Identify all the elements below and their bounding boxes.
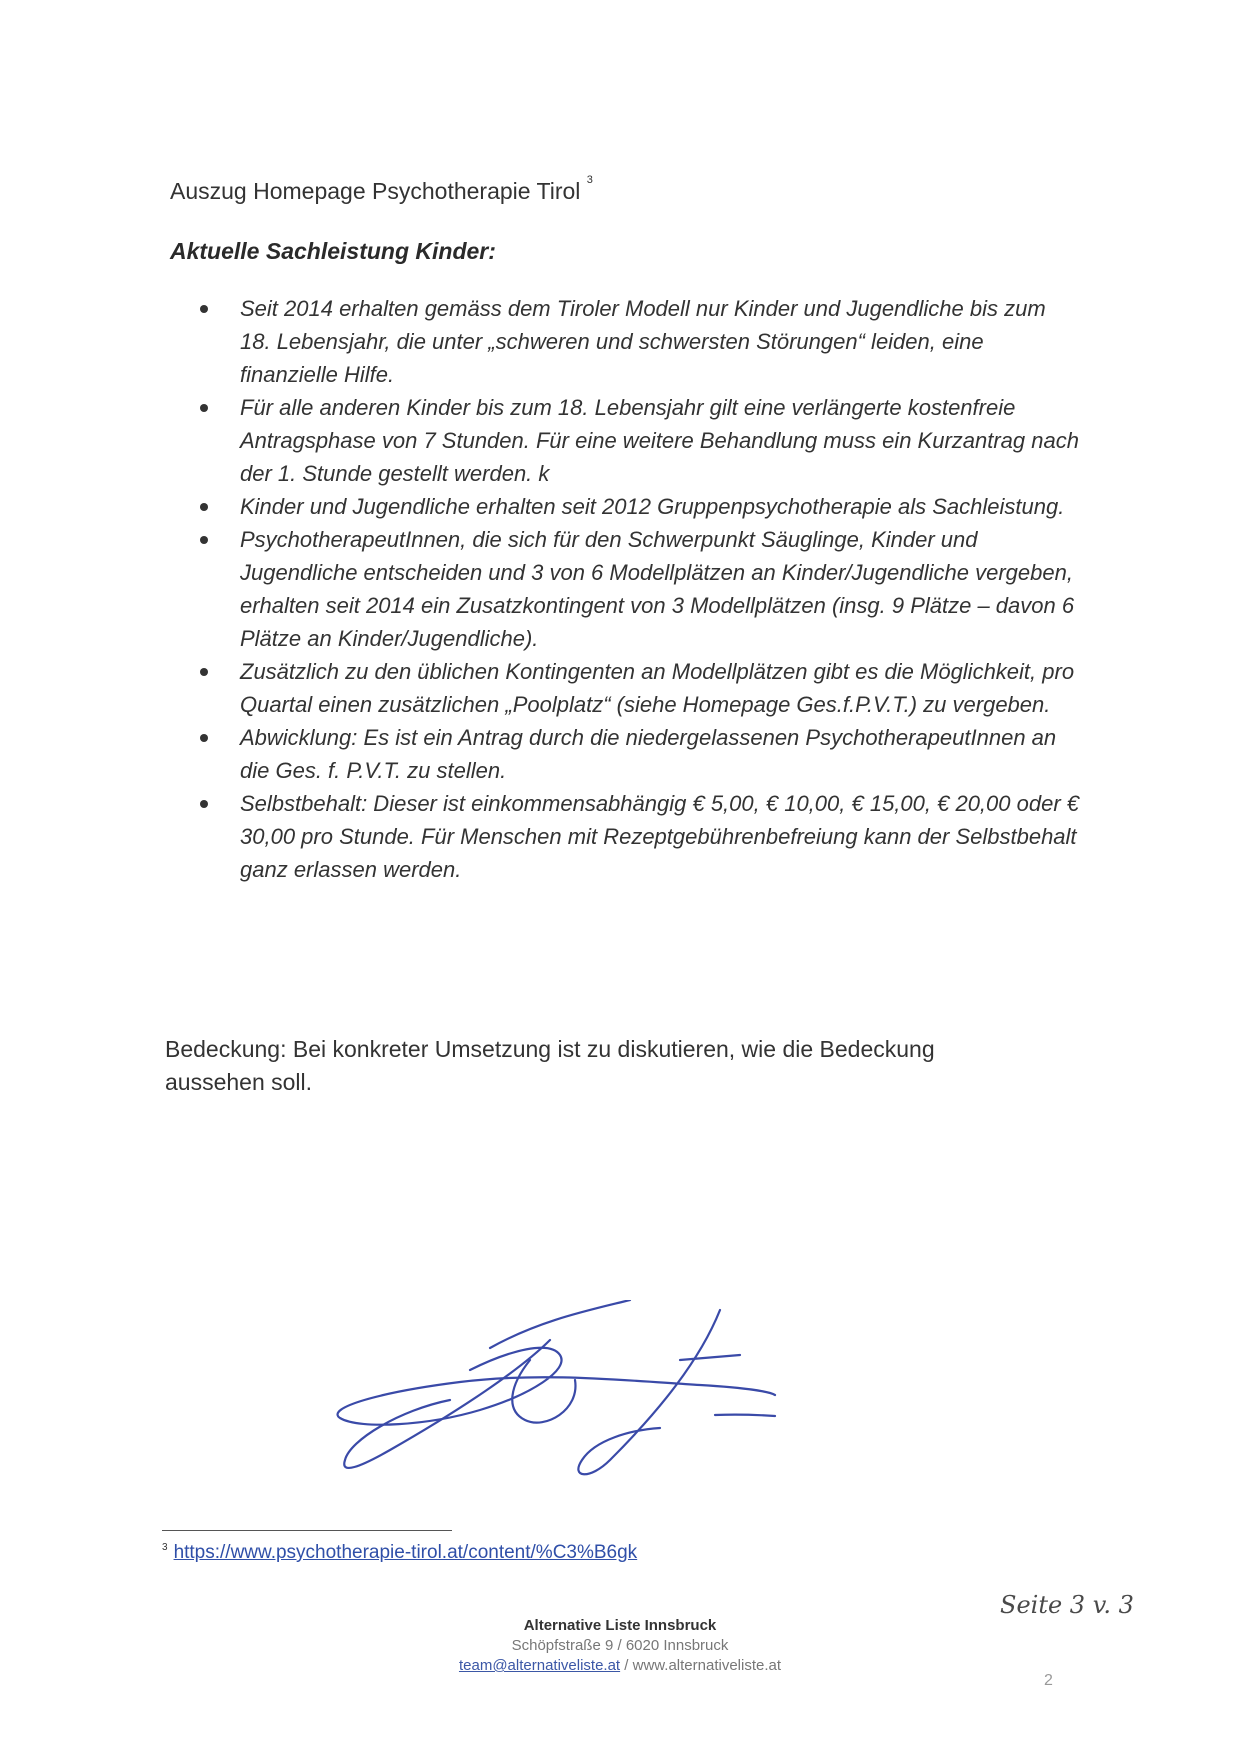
page-number: 2 bbox=[1044, 1672, 1053, 1689]
footer-separator: / bbox=[620, 1657, 633, 1674]
list-item-text: Kinder und Jugendliche erhalten seit 2012 Gruppenpsychotherapie als Sachleistung. bbox=[240, 494, 1065, 519]
bullet-icon bbox=[200, 536, 208, 544]
list-item bbox=[200, 292, 1080, 391]
list-item bbox=[200, 391, 1080, 490]
bullet-icon bbox=[200, 305, 208, 313]
footer-address: Schöpfstraße 9 / 6020 Innsbruck bbox=[511, 1637, 729, 1654]
list-item-text: Selbstbehalt: Dieser ist einkommensabhängig € 5,00, € 10,00, € 15,00, € 20,00 oder € 30,00 pro Stunde. Für Menschen mit Rezeptgebührenbefreiung kann der Selbstbehalt ganz erlassen werden. bbox=[240, 791, 1080, 882]
list-item bbox=[200, 721, 1080, 787]
list-item bbox=[200, 523, 1080, 655]
list-item-text: Für alle anderen Kinder bis zum 18. Lebensjahr gilt eine verlängerte kostenfreie Antragsphase von 7 Stunden. Für eine weitere Behandlung muss ein Kurzantrag nach der 1. Stunde gestellt werden. k bbox=[240, 395, 1079, 486]
footer-org-name: Alternative Liste Innsbruck bbox=[523, 1617, 717, 1634]
bullet-icon bbox=[200, 734, 208, 742]
list-item-text: PsychotherapeutInnen, die sich für den Schwerpunkt Säuglinge, Kinder und Jugendliche entscheiden und 3 von 6 Modellplätzen an Kinder/Jugendliche vergeben, erhalten seit 2014 ein Zusatzkontingent von 3 Modellplätzen (insg. 9 Plätze – davon 6 Plätze an Kinder/Jugendliche). bbox=[240, 527, 1075, 651]
list-item bbox=[200, 787, 1080, 886]
list-item-text: Zusätzlich zu den üblichen Kontingenten an Modellplätzen gibt es die Möglichkeit, pro Quartal einen zusätzlichen „Poolplatz“ (siehe Homepage Ges.f.P.V.T.) zu vergeben. bbox=[240, 659, 1075, 717]
footer-email-link[interactable]: team@alternativeliste.at bbox=[458, 1657, 621, 1674]
footer-website[interactable]: www.alternativeliste.at bbox=[632, 1657, 782, 1674]
footnote bbox=[162, 1542, 637, 1564]
heading-text: Auszug Homepage Psychotherapie Tirol bbox=[170, 178, 581, 204]
letter-footer bbox=[0, 1616, 1240, 1676]
footer-contact bbox=[0, 1656, 1240, 1676]
coverage-paragraph: Bedeckung: Bei konkreter Umsetzung ist zu diskutieren, wie die Bedeckung aussehen soll. bbox=[165, 1036, 935, 1095]
bullet-icon bbox=[200, 503, 208, 511]
list-item bbox=[200, 655, 1080, 721]
section-title: Aktuelle Sachleistung Kinder: bbox=[170, 238, 496, 264]
handwritten-note-text: Seite 3 v. 3 bbox=[1000, 1591, 1134, 1619]
document-heading bbox=[170, 174, 593, 205]
bullet-icon bbox=[200, 404, 208, 412]
bullet-icon bbox=[200, 668, 208, 676]
list-item bbox=[200, 490, 1080, 523]
footnote-divider bbox=[162, 1530, 452, 1531]
bullet-list bbox=[200, 292, 1080, 886]
signature-image bbox=[320, 1300, 780, 1490]
list-item-text: Abwicklung: Es ist ein Antrag durch die niedergelassenen PsychotherapeutInnen an die Ges. f. P.V.T. zu stellen. bbox=[240, 725, 1057, 783]
footnote-number: 3 bbox=[162, 1542, 168, 1553]
bullet-icon bbox=[200, 800, 208, 808]
heading-footnote-ref[interactable]: 3 bbox=[586, 174, 593, 186]
footnote-link[interactable]: https://www.psychotherapie-tirol.at/content/%C3%B6gk bbox=[173, 1542, 638, 1563]
list-item-text: Seit 2014 erhalten gemäss dem Tiroler Modell nur Kinder und Jugendliche bis zum 18. Lebensjahr, die unter „schweren und schwersten Störungen“ leiden, eine finanzielle Hilfe. bbox=[240, 296, 1046, 387]
